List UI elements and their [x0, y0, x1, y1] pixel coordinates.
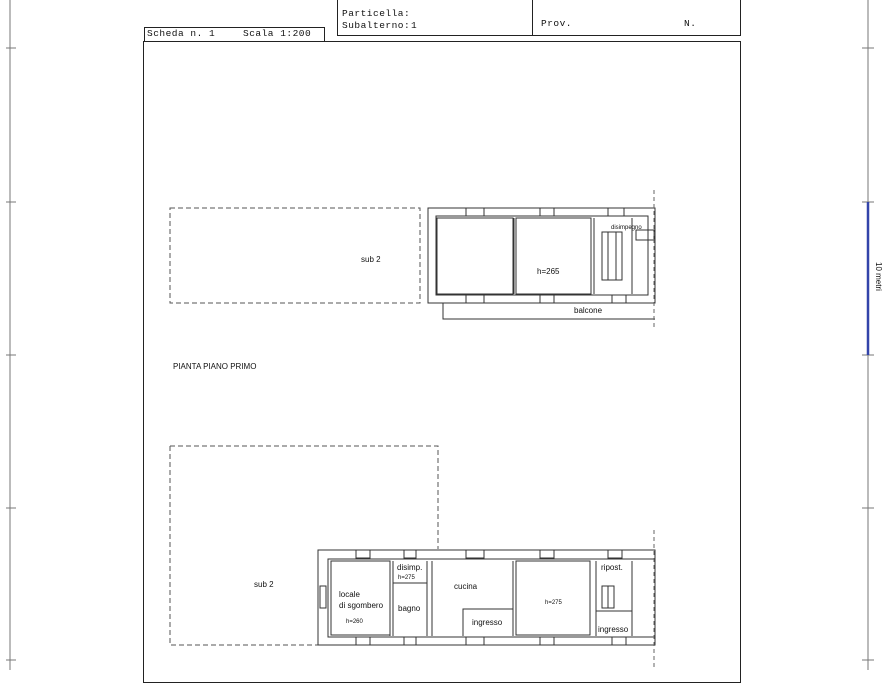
cucina-label: cucina: [454, 582, 478, 591]
scheda-number: Scheda n. 1: [147, 28, 216, 39]
upper-sub-label: sub 2: [361, 255, 381, 264]
scale-ratio: Scala 1:200: [243, 28, 312, 39]
room-height-label: h=275: [545, 600, 562, 606]
lower-floor-plan: [170, 446, 655, 670]
locale-label-line2: di sgombero: [339, 601, 384, 610]
bagno-label: bagno: [398, 604, 421, 613]
particella-label: Particella:: [342, 8, 411, 19]
subalterno-value: 1: [411, 20, 418, 31]
floor-label: PIANTA PIANO PRIMO: [173, 362, 257, 371]
ingresso-label: ingresso: [472, 618, 503, 627]
margin-ticks: [6, 0, 874, 670]
locale-height: h=260: [346, 619, 363, 625]
disimp-height: h=275: [398, 575, 415, 581]
prov-label: Prov.: [541, 18, 573, 29]
n-label: N.: [684, 18, 697, 29]
locale-label-line1: locale: [339, 590, 360, 599]
lower-sub-label: sub 2: [254, 580, 274, 589]
upper-balcone-label: balcone: [574, 306, 603, 315]
upper-room-height: h=265: [537, 267, 560, 276]
scale-bar: [868, 202, 883, 355]
ingresso2-label: ingresso: [598, 625, 629, 634]
upper-disimpegno-label: disimpegno: [611, 225, 642, 231]
ripost-label: ripost.: [601, 563, 623, 572]
scale-bar-label: 10 metri: [874, 262, 883, 291]
subalterno-label: Subalterno:: [342, 20, 411, 31]
disimp-label: disimp.: [397, 563, 423, 572]
